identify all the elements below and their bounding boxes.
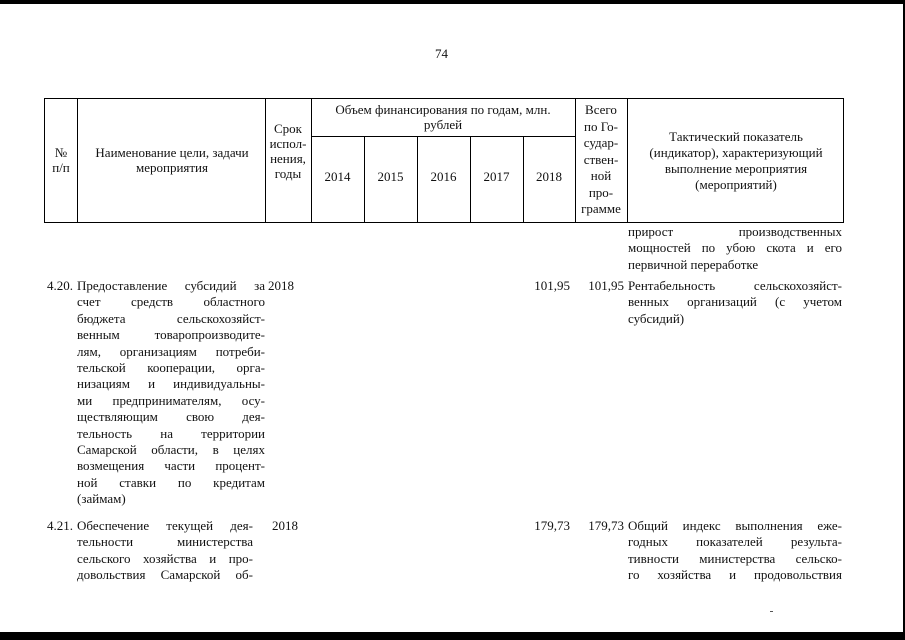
row-term: 2018 <box>272 518 298 533</box>
scan-border-top <box>0 0 905 4</box>
header-year-2017: 2017 <box>483 169 510 184</box>
row-total-value: 179,73 <box>588 518 624 533</box>
scan-speck <box>770 611 773 612</box>
row-number: 4.20. <box>47 278 73 293</box>
header-term: Срок испол- нения, годы <box>269 121 307 181</box>
row-total-value: 101,95 <box>588 278 624 293</box>
table-header <box>44 98 844 223</box>
header-funding: Объем финансирования по годам, млн. рублей <box>335 102 551 132</box>
header-year-2018: 2018 <box>536 169 562 184</box>
header-year-2014: 2014 <box>324 169 351 184</box>
row-name: Предоставление субсидий за счет средств областного бюджета сельскохозяйст- венным товаропроизводите- лям, организациям потреби- тельской кооперации, орга- низациям и индивидуальны- ми предпринимателям, осу- ществляющим свою дея- тельность на территории Самарской области, в целях возмещения части процент- ной ставки по кредитам (займам) <box>77 278 265 507</box>
header-name: Наименование цели, задачи мероприятия <box>95 145 249 175</box>
row-2018-value: 179,73 <box>534 518 570 533</box>
row-term: 2018 <box>268 278 294 293</box>
scan-border-bottom <box>0 632 905 640</box>
header-year-2015: 2015 <box>377 169 404 184</box>
page-number: 74 <box>435 46 448 61</box>
row-name: Обеспечение текущей дея- тельности министерства сельского хозяйства и про- довольствия Самарской об- <box>77 518 253 583</box>
header-indicator: Тактический показатель (индикатор), характеризующий выполнение мероприятия (мероприятий) <box>649 129 823 192</box>
row-number: 4.21. <box>47 518 73 533</box>
row-indicator: Рентабельность сельскохозяйст- венных организаций (с учетом субсидий) <box>628 278 842 326</box>
row-indicator: Общий индекс выполнения еже- годных показателей результа- тивности министерства сельско- го хозяйства и продовольствия <box>628 518 842 583</box>
header-year-2016: 2016 <box>430 169 457 184</box>
continuation-indicator: прирост производственных мощностей по убою скота и его первичной переработке <box>628 224 842 272</box>
header-total: Всего по Го- судар- ствен- ной про- грамме <box>581 102 621 216</box>
row-2018-value: 101,95 <box>534 278 570 293</box>
header-number: № п/п <box>52 145 70 175</box>
